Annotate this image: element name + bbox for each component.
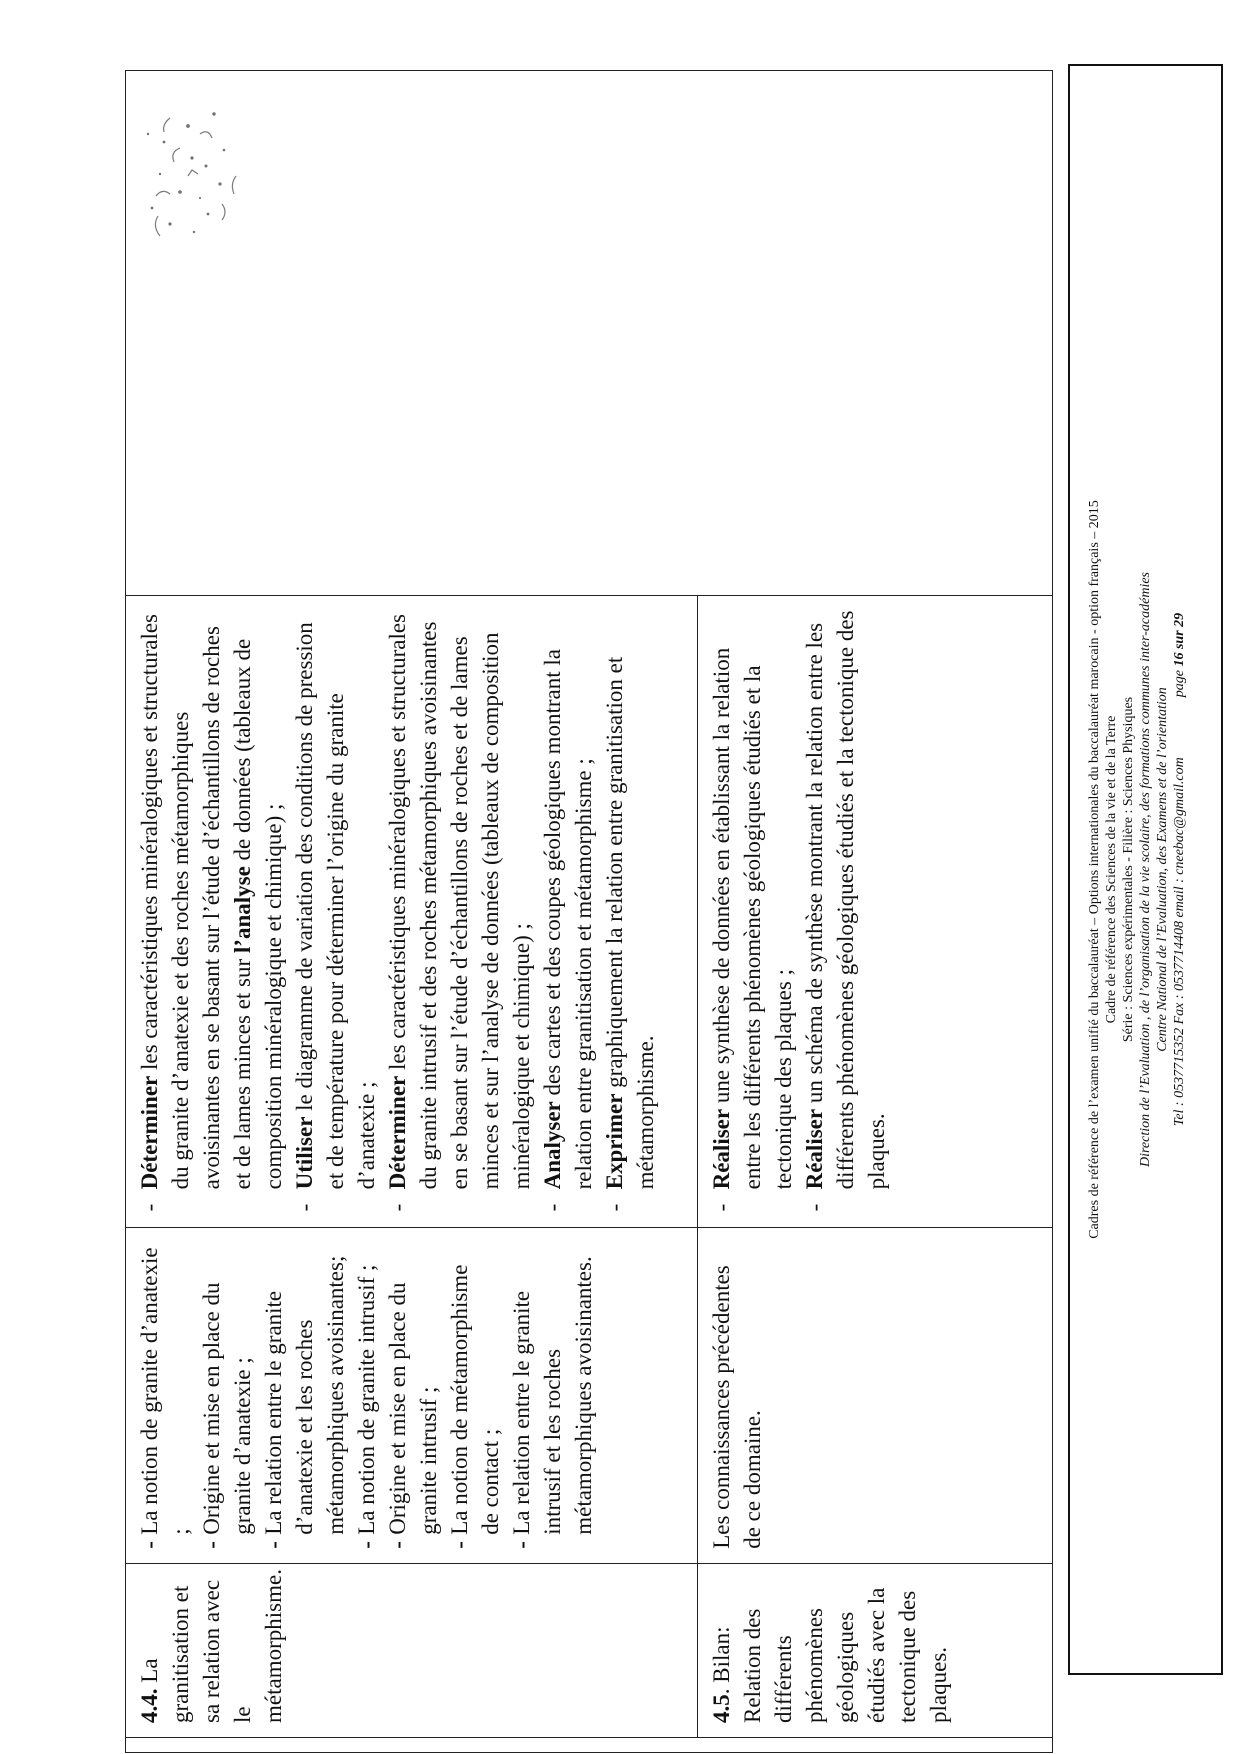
list-item: - Origine et mise en place du granite intrusif ; <box>385 1282 441 1549</box>
footer-line: Centre National de l’Evaluation, des Examens et de l’orientation <box>1155 687 1170 1052</box>
topic-cell <box>126 1563 698 1737</box>
footer-line: Série : Sciences expérimentales - Filière : Sciences Physiques <box>1121 696 1136 1043</box>
contents-cell <box>698 1228 1053 1563</box>
topic-number: 4.4. <box>137 1688 162 1723</box>
list-item: - La relation entre le granite intrusif et les roches métamorphiques avoisinantes. <box>509 1256 596 1549</box>
list-item: - La notion de granite d’anatexie ; <box>137 1247 193 1549</box>
list-item: - La notion de métamorphisme de contact ; <box>447 1264 503 1549</box>
contents-text: Les connaissances précédentes de ce domaine. <box>709 1265 765 1549</box>
topic-cell <box>698 1563 1053 1737</box>
objective-item: - Déterminer les caractéristiques minéralogiques et structurales du granite intrusif et des roches métamorphiques avoisinantes en se basant sur l’étude d’échantillons de roches et de lames minces et sur l’analyse de données (tableaux de composition minéralogique et chimique) ; <box>385 613 534 1212</box>
curriculum-table <box>125 70 1053 1753</box>
objective-item: - Utiliser le diagramme de variation des conditions de pression et de température pour déterminer l’origine du granite d’anatexie ; <box>292 622 379 1212</box>
topic-number: 4.5 <box>709 1694 734 1723</box>
footer-line: Cadres de référence de l’examen unifié du baccalauréat – Options internationales du baccalauréat marocain - option français – 2015 <box>1087 500 1102 1239</box>
footer-line: Direction de l’Evaluation , de l’organisation de la vie scolaire, des formations communes inter-académies <box>1138 572 1153 1167</box>
list-item: - Origine et mise en place du granite d’anatexie ; <box>199 1282 255 1549</box>
footer-contact-line <box>1171 66 1188 1673</box>
left-margin-cell <box>126 1737 1053 1752</box>
table-row <box>126 71 698 1753</box>
footer-line: Cadre de référence des Sciences de la vie et de la Terre <box>1104 715 1119 1024</box>
objectives-cell <box>698 595 1053 1228</box>
objectives-cell <box>126 595 698 1228</box>
objective-item: - Déterminer les caractéristiques minéralogiques et structurales du granite d’anatexie et des roches métamorphiques avoisinantes en se basant sur l’étude d’échantillons de roches et de lames minces et sur l’analyse de données (tableaux de composition minéralogique et chimique) ; <box>137 613 286 1212</box>
list-item: - La notion de granite intrusif ; <box>354 1264 379 1549</box>
objective-item: - Réaliser une synthèse de données en établissant la relation entre les différents phénomènes géologiques étudiés et la tectonique des plaques ; <box>709 647 796 1212</box>
topic-title: La granitisation et sa relation avec le métamorphisme. <box>137 1569 286 1723</box>
list-item: - La relation entre le granite d’anatexie et les roches métamorphiques avoisinantes; <box>261 1255 348 1549</box>
footer-contact: Tel : 0537715352 Fax : 0537714408 email : cneebac@gmail.com <box>1172 757 1187 1127</box>
page-footer <box>1068 64 1223 1675</box>
page-label: page <box>1172 666 1187 698</box>
objective-item: - Exprimer graphiquement la relation entre granitisation et métamorphisme. <box>602 656 658 1212</box>
right-empty-cell <box>126 71 1053 596</box>
objective-item: - Réaliser un schéma de synthèse montrant la relation entre les différents phénomènes géologiques étudiés et la tectonique des plaques. <box>802 610 889 1212</box>
topic-title: . Bilan: Relation des différents phénomènes géologiques étudiés avec la tectonique des plaques. <box>709 1587 951 1723</box>
objective-item: - Analyser des cartes et des coupes géologiques montrant la relation entre granitisation et métamorphisme ; <box>540 649 596 1212</box>
page-number: 16 sur 29 <box>1172 612 1187 667</box>
contents-cell <box>126 1228 698 1563</box>
